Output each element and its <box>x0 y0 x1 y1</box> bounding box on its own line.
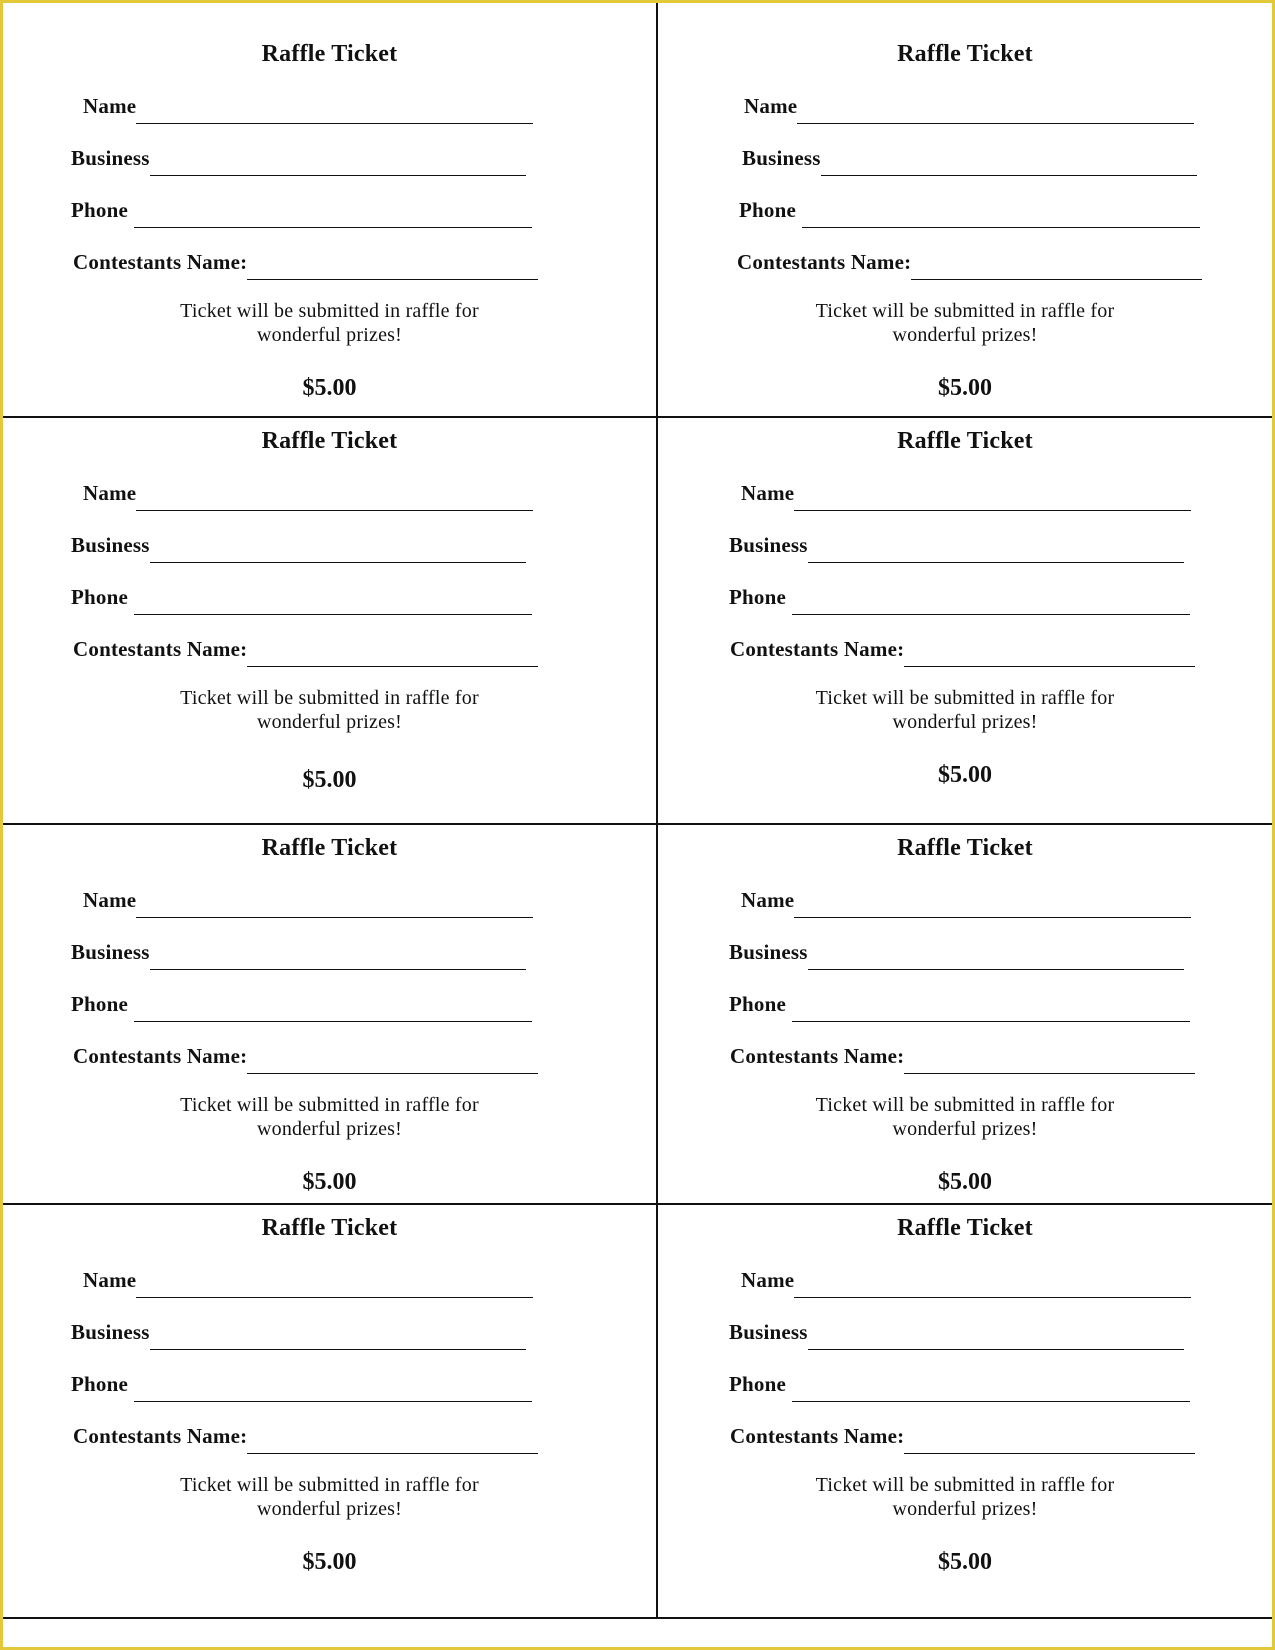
raffle-ticket <box>658 418 1272 823</box>
contestant-name-write-line[interactable] <box>247 267 538 280</box>
phone-field[interactable] <box>71 992 532 1016</box>
ticket-note-line-1: Ticket will be submitted in raffle for <box>180 1474 479 1496</box>
ticket-note <box>3 1093 656 1141</box>
ticket-note <box>658 1093 1272 1141</box>
ticket-note-line-1: Ticket will be submitted in raffle for <box>815 1474 1115 1496</box>
ticket-note-line-2: wonderful prizes! <box>256 1118 402 1140</box>
ticket-note <box>658 1473 1272 1521</box>
phone-label: Phone <box>71 992 129 1016</box>
name-label: Name <box>741 1268 795 1292</box>
business-field[interactable] <box>71 146 526 170</box>
name-write-line[interactable] <box>794 905 1191 918</box>
contestant-name-field[interactable] <box>730 637 1195 661</box>
ticket-note-line-1: Ticket will be submitted in raffle for <box>815 687 1115 709</box>
contestant-name-field[interactable] <box>73 637 538 661</box>
contestant-name-field[interactable] <box>73 1424 538 1448</box>
phone-write-line[interactable] <box>134 215 532 228</box>
ticket-price: $5.00 <box>938 1169 992 1195</box>
phone-write-line[interactable] <box>792 1009 1190 1022</box>
business-write-line[interactable] <box>821 163 1197 176</box>
ticket-title: Raffle Ticket <box>261 835 398 861</box>
name-label: Name <box>83 888 137 912</box>
contestant-name-write-line[interactable] <box>247 1441 538 1454</box>
contestant-name-field[interactable] <box>73 250 538 274</box>
business-label: Business <box>729 940 808 964</box>
phone-write-line[interactable] <box>134 602 532 615</box>
contestant-name-write-line[interactable] <box>247 1061 538 1074</box>
business-field[interactable] <box>742 146 1197 170</box>
phone-write-line[interactable] <box>792 602 1190 615</box>
ticket-note-line-1: Ticket will be submitted in raffle for <box>180 300 479 322</box>
ticket-note <box>3 299 656 347</box>
ticket-title: Raffle Ticket <box>261 41 398 67</box>
ticket-note-line-2: wonderful prizes! <box>892 1498 1038 1520</box>
contestant-name-write-line[interactable] <box>904 1441 1195 1454</box>
phone-field[interactable] <box>739 198 1200 222</box>
raffle-ticket <box>658 1205 1272 1617</box>
business-field[interactable] <box>729 533 1184 557</box>
ticket-title: Raffle Ticket <box>897 41 1033 67</box>
ticket-note <box>3 1473 656 1521</box>
name-field[interactable] <box>744 94 1194 118</box>
business-write-line[interactable] <box>808 957 1184 970</box>
name-label: Name <box>83 1268 137 1292</box>
horizontal-cut-line <box>3 1617 1272 1619</box>
business-write-line[interactable] <box>808 1337 1184 1350</box>
ticket-title: Raffle Ticket <box>897 835 1033 861</box>
business-label: Business <box>729 1320 808 1344</box>
contestant-name-write-line[interactable] <box>911 267 1202 280</box>
ticket-title: Raffle Ticket <box>261 1215 398 1241</box>
phone-field[interactable] <box>71 1372 532 1396</box>
ticket-note-line-2: wonderful prizes! <box>256 711 402 733</box>
phone-field[interactable] <box>71 585 532 609</box>
contestant-name-label: Contestants Name: <box>737 250 912 274</box>
business-write-line[interactable] <box>808 550 1184 563</box>
business-field[interactable] <box>71 1320 526 1344</box>
name-field[interactable] <box>83 1268 533 1292</box>
phone-label: Phone <box>729 1372 787 1396</box>
contestant-name-label: Contestants Name: <box>730 1424 905 1448</box>
ticket-price: $5.00 <box>302 375 357 401</box>
name-field[interactable] <box>83 481 533 505</box>
ticket-title: Raffle Ticket <box>897 428 1033 454</box>
raffle-ticket-sheet <box>3 3 1272 1647</box>
contestant-name-label: Contestants Name: <box>730 1044 905 1068</box>
name-write-line[interactable] <box>794 498 1191 511</box>
contestant-name-label: Contestants Name: <box>73 637 248 661</box>
name-label: Name <box>741 481 795 505</box>
raffle-ticket <box>658 825 1272 1203</box>
raffle-ticket <box>3 3 656 416</box>
name-field[interactable] <box>741 1268 1191 1292</box>
name-write-line[interactable] <box>136 111 533 124</box>
phone-label: Phone <box>739 198 797 222</box>
ticket-note-line-2: wonderful prizes! <box>892 711 1038 733</box>
raffle-ticket <box>658 3 1272 416</box>
name-label: Name <box>83 94 137 118</box>
business-write-line[interactable] <box>150 957 526 970</box>
name-field[interactable] <box>741 481 1191 505</box>
ticket-note <box>3 686 656 734</box>
ticket-price: $5.00 <box>302 767 357 793</box>
business-write-line[interactable] <box>150 1337 526 1350</box>
name-field[interactable] <box>83 94 533 118</box>
phone-label: Phone <box>729 992 787 1016</box>
ticket-price: $5.00 <box>938 1549 992 1575</box>
name-label: Name <box>741 888 795 912</box>
ticket-price: $5.00 <box>302 1169 357 1195</box>
business-label: Business <box>729 533 808 557</box>
business-write-line[interactable] <box>150 550 526 563</box>
name-write-line[interactable] <box>136 905 533 918</box>
ticket-title: Raffle Ticket <box>897 1215 1033 1241</box>
ticket-title: Raffle Ticket <box>261 428 398 454</box>
ticket-note-line-2: wonderful prizes! <box>256 1498 402 1520</box>
phone-field[interactable] <box>729 585 1190 609</box>
ticket-note <box>658 686 1272 734</box>
ticket-note-line-1: Ticket will be submitted in raffle for <box>815 300 1115 322</box>
ticket-note-line-2: wonderful prizes! <box>892 324 1038 346</box>
contestant-name-write-line[interactable] <box>247 654 538 667</box>
name-write-line[interactable] <box>136 1285 533 1298</box>
name-label: Name <box>744 94 798 118</box>
phone-field[interactable] <box>729 1372 1190 1396</box>
phone-label: Phone <box>729 585 787 609</box>
phone-label: Phone <box>71 1372 129 1396</box>
business-label: Business <box>742 146 821 170</box>
ticket-price: $5.00 <box>302 1549 357 1575</box>
name-field[interactable] <box>741 888 1191 912</box>
name-write-line[interactable] <box>136 498 533 511</box>
business-field[interactable] <box>71 533 526 557</box>
ticket-note-line-1: Ticket will be submitted in raffle for <box>180 1094 479 1116</box>
business-field[interactable] <box>71 940 526 964</box>
ticket-note-line-2: wonderful prizes! <box>256 324 402 346</box>
contestant-name-label: Contestants Name: <box>73 1424 248 1448</box>
phone-write-line[interactable] <box>792 1389 1190 1402</box>
phone-field[interactable] <box>71 198 532 222</box>
business-field[interactable] <box>729 1320 1184 1344</box>
contestant-name-field[interactable] <box>730 1424 1195 1448</box>
contestant-name-field[interactable] <box>730 1044 1195 1068</box>
business-label: Business <box>71 940 150 964</box>
business-write-line[interactable] <box>150 163 526 176</box>
contestant-name-field[interactable] <box>73 1044 538 1068</box>
contestant-name-label: Contestants Name: <box>73 250 248 274</box>
contestant-name-label: Contestants Name: <box>73 1044 248 1068</box>
ticket-note <box>658 299 1272 347</box>
raffle-ticket <box>3 418 656 823</box>
ticket-price: $5.00 <box>938 375 992 401</box>
business-label: Business <box>71 146 150 170</box>
phone-write-line[interactable] <box>802 215 1200 228</box>
name-write-line[interactable] <box>797 111 1194 124</box>
contestant-name-label: Contestants Name: <box>730 637 905 661</box>
contestant-name-write-line[interactable] <box>904 654 1195 667</box>
business-label: Business <box>71 533 150 557</box>
name-field[interactable] <box>83 888 533 912</box>
ticket-note-line-2: wonderful prizes! <box>892 1118 1038 1140</box>
raffle-ticket <box>3 825 656 1203</box>
raffle-ticket <box>3 1205 656 1617</box>
phone-label: Phone <box>71 585 129 609</box>
ticket-note-line-1: Ticket will be submitted in raffle for <box>180 687 479 709</box>
ticket-price: $5.00 <box>938 762 992 788</box>
phone-field[interactable] <box>729 992 1190 1016</box>
name-label: Name <box>83 481 137 505</box>
phone-label: Phone <box>71 198 129 222</box>
phone-write-line[interactable] <box>134 1009 532 1022</box>
phone-write-line[interactable] <box>134 1389 532 1402</box>
ticket-note-line-1: Ticket will be submitted in raffle for <box>815 1094 1115 1116</box>
name-write-line[interactable] <box>794 1285 1191 1298</box>
business-field[interactable] <box>729 940 1184 964</box>
contestant-name-field[interactable] <box>737 250 1202 274</box>
contestant-name-write-line[interactable] <box>904 1061 1195 1074</box>
business-label: Business <box>71 1320 150 1344</box>
